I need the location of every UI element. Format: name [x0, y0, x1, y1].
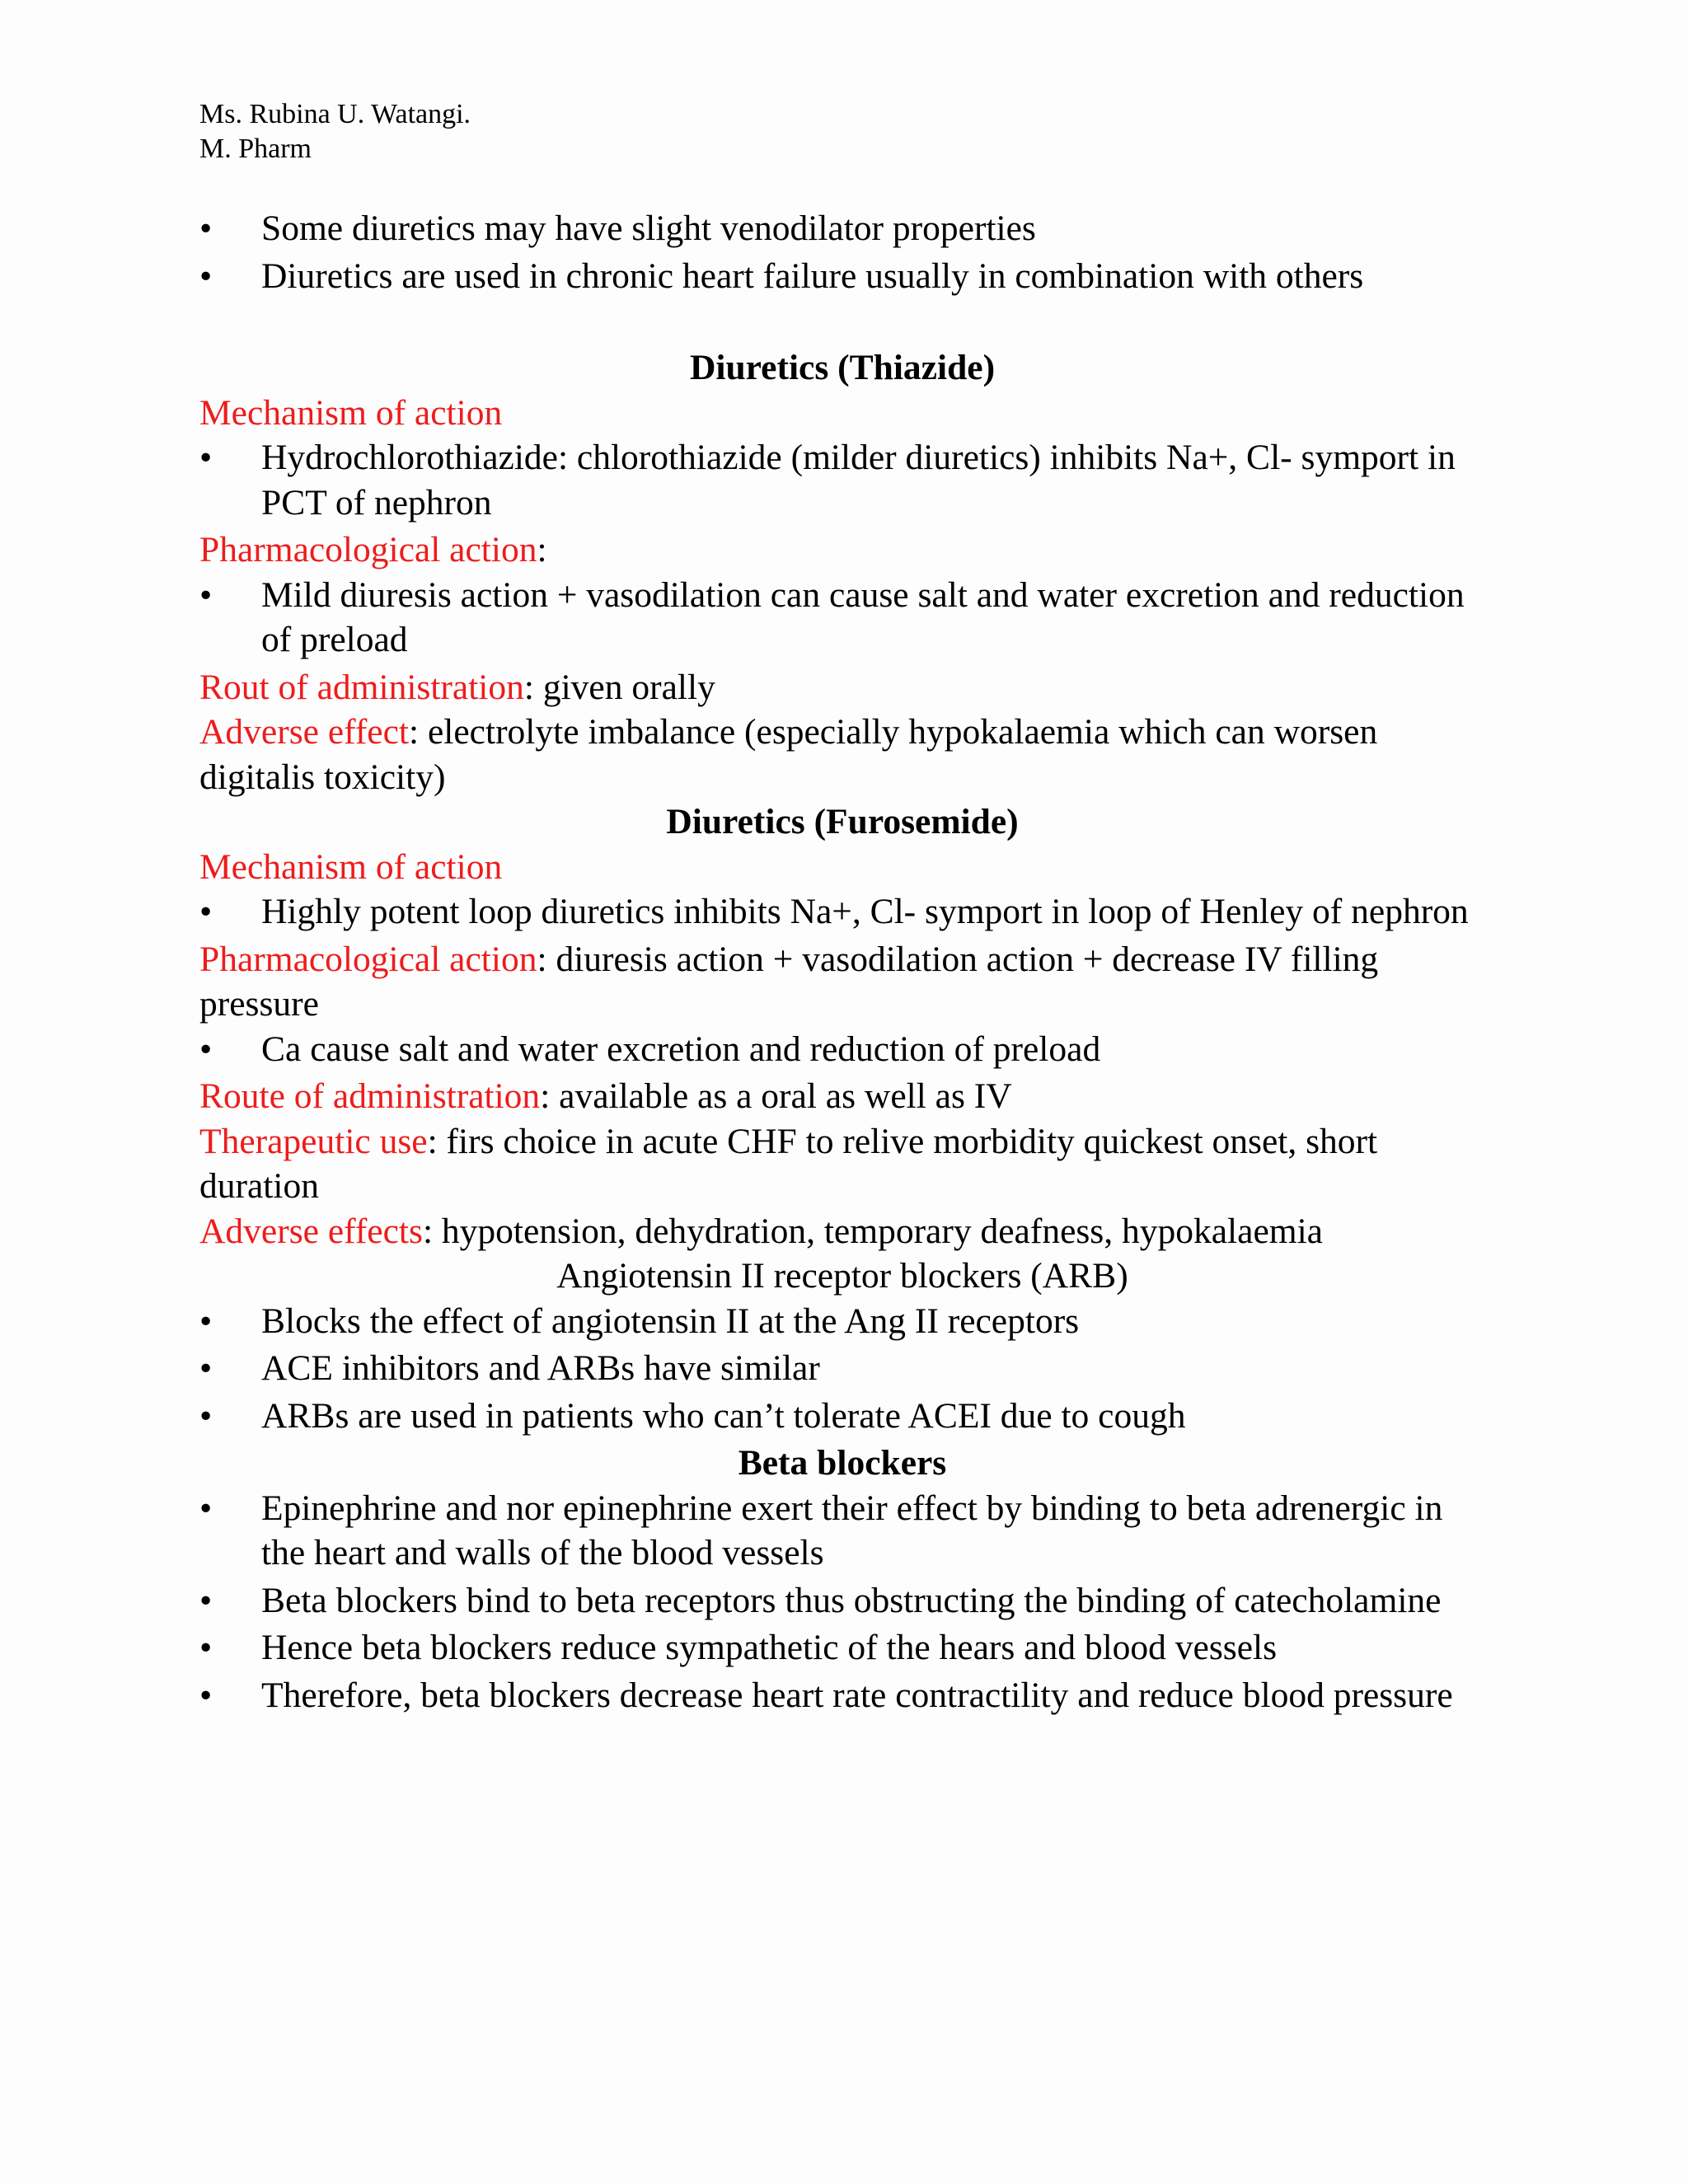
author-degree: M. Pharm — [199, 134, 312, 164]
furosemide-adverse-label: Adverse effects — [199, 1211, 423, 1251]
furosemide-pharm-line — [199, 937, 1485, 1027]
furosemide-adverse-text: : hypotension, dehydration, temporary deafness, hypokalaemia — [422, 1211, 1323, 1251]
thiazide-pharm-bullet: • Mild diuresis action + vasodilation can cause salt and water excretion and reduction of preload — [199, 573, 1485, 663]
furosemide-route-line — [199, 1074, 1485, 1119]
thiazide-moa-bullet: • Hydrochlorothiazide: chlorothiazide (milder diuretics) inhibits Na+, Cl- symport in PCT of nephron — [199, 435, 1485, 525]
arb-bullet: • ARBs are used in patients who can’t tolerate ACEI due to cough — [199, 1394, 1485, 1439]
furosemide-pharm-bullet: • Ca cause salt and water excretion and reduction of preload — [199, 1027, 1485, 1072]
author-block — [199, 97, 471, 166]
furosemide-adverse-line — [199, 1209, 1485, 1254]
section-heading-beta-blockers: Beta blockers — [738, 1443, 947, 1483]
intro-bullet: • Some diuretics may have slight venodilator properties — [199, 206, 1485, 251]
furosemide-moa-bullet: • Highly potent loop diuretics inhibits Na+, Cl- symport in loop of Henley of nephron — [199, 889, 1485, 935]
thiazide-adverse-text: : electrolyte imbalance (especially hypokalaemia which can worsen digitalis toxicity) — [199, 712, 1378, 797]
document-body — [199, 206, 1485, 1720]
thiazide-route-text: : given orally — [523, 667, 715, 707]
thiazide-pharm-line — [199, 527, 1485, 573]
furosemide-pharm-text: : diuresis action + vasodilation action + decrease IV filling pressure — [199, 939, 1379, 1024]
section-heading-furosemide: Diuretics (Furosemide) — [666, 802, 1019, 841]
furosemide-use-label: Therapeutic use — [199, 1121, 428, 1161]
furosemide-pharm-label: Pharmacological action — [199, 939, 537, 979]
thiazide-adverse-label: Adverse effect — [199, 712, 410, 752]
section-heading-arb: Angiotensin II receptor blockers (ARB) — [556, 1256, 1128, 1296]
beta-bullet: • Epinephrine and nor epinephrine exert their effect by binding to beta adrenergic in the heart and walls of the blood vessels — [199, 1486, 1485, 1576]
thiazide-moa-label: Mechanism of action — [199, 392, 503, 433]
spacer — [199, 301, 1485, 345]
thiazide-pharm-suffix: : — [537, 530, 547, 569]
furosemide-route-text: : available as a oral as well as IV — [540, 1076, 1012, 1116]
section-heading-thiazide: Diuretics (Thiazide) — [689, 348, 996, 387]
thiazide-pharm-label: Pharmacological action — [199, 530, 537, 569]
beta-bullet: • Hence beta blockers reduce sympathetic of the hears and blood vessels — [199, 1625, 1485, 1671]
arb-bullet: • ACE inhibitors and ARBs have similar — [199, 1346, 1485, 1391]
thiazide-route-label: Rout of administration — [199, 667, 524, 707]
thiazide-adverse-line — [199, 710, 1485, 799]
furosemide-use-text: : firs choice in acute CHF to relive morbidity quickest onset, short duration — [199, 1121, 1378, 1206]
furosemide-moa-label: Mechanism of action — [199, 846, 503, 887]
arb-bullet: • Blocks the effect of angiotensin II at the Ang II receptors — [199, 1299, 1485, 1344]
beta-bullet: • Beta blockers bind to beta receptors thus obstructing the binding of catecholamine — [199, 1578, 1485, 1624]
intro-bullet: • Diuretics are used in chronic heart failure usually in combination with others — [199, 254, 1485, 299]
author-name: Ms. Rubina U. Watangi. — [199, 99, 471, 129]
beta-bullet: • Therefore, beta blockers decrease heart rate contractility and reduce blood pressure — [199, 1673, 1485, 1718]
thiazide-route-line — [199, 665, 1485, 710]
furosemide-use-line — [199, 1119, 1485, 1209]
furosemide-route-label: Route of administration — [199, 1076, 541, 1116]
